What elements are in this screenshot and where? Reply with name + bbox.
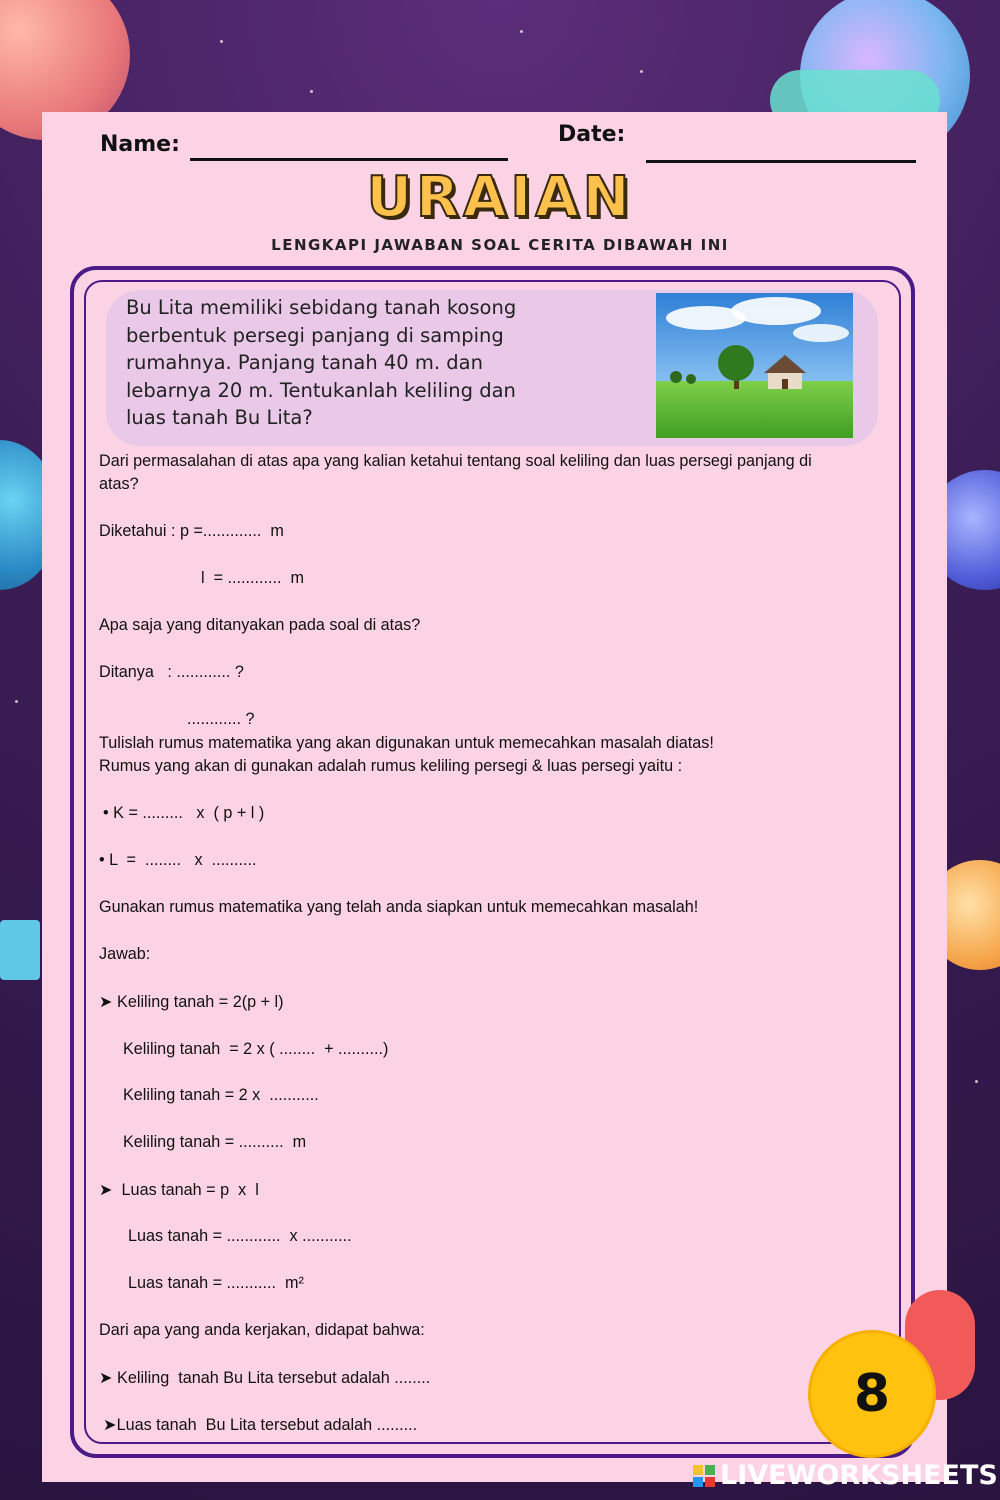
body-line: Gunakan rumus matematika yang telah anda siapkan untuk memecahkan masalah!	[99, 898, 699, 916]
body-line: Ditanya : ............ ?	[99, 663, 244, 681]
body-line: Keliling tanah = 2 x ...........	[123, 1086, 319, 1104]
body-line: Luas tanah = ........... m²	[128, 1274, 304, 1292]
date-label: Date:	[558, 122, 626, 147]
star-decoration	[310, 90, 313, 93]
liveworksheets-logo-icon	[693, 1465, 715, 1487]
body-line: Luas tanah = ............ x ...........	[128, 1227, 352, 1245]
name-label: Name:	[100, 132, 180, 157]
star-decoration	[975, 1080, 978, 1083]
story-line: luas tanah Bu Lita?	[126, 406, 313, 429]
story-line: Bu Lita memiliki sebidang tanah kosong	[126, 296, 517, 319]
body-line: Rumus yang akan di gunakan adalah rumus keliling persegi & luas persegi yaitu :	[99, 757, 683, 775]
star-decoration	[15, 700, 18, 703]
body-line: Jawab:	[99, 945, 151, 963]
body-line: • L = ........ x ..........	[99, 851, 257, 869]
body-line: atas?	[99, 475, 139, 493]
body-line: Dari permasalahan di atas apa yang kalian ketahui tentang soal keliling dan luas persegi panjang di	[99, 452, 812, 470]
star-decoration	[220, 40, 223, 43]
story-line: lebarnya 20 m. Tentukanlah keliling dan	[126, 378, 516, 402]
body-line: Keliling tanah = 2 x ( ........ + ..........)	[123, 1040, 389, 1058]
body-line: Apa saja yang ditanyakan pada soal di atas?	[99, 616, 421, 634]
body-line: Dari apa yang anda kerjakan, didapat bahwa:	[99, 1321, 425, 1339]
page-subtitle: LENGKAPI JAWABAN SOAL CERITA DIBAWAH INI	[271, 236, 729, 254]
page-number-badge: 8	[808, 1330, 936, 1458]
date-input-line[interactable]	[646, 160, 916, 163]
page-title: URAIAN	[366, 165, 634, 230]
footer-brand: LIVEWORKSHEETS	[720, 1460, 998, 1491]
body-line: • K = ......... x ( p + l )	[103, 804, 265, 822]
story-text	[126, 294, 566, 432]
name-input-line[interactable]	[190, 158, 508, 161]
body-line: ➤ Luas tanah = p x l	[99, 1181, 259, 1199]
body-line: Keliling tanah = .......... m	[123, 1133, 307, 1151]
body-line: ➤ Keliling tanah Bu Lita tersebut adalah ........	[99, 1369, 431, 1387]
satellite-icon	[0, 920, 40, 980]
story-line: berbentuk persegi panjang di samping	[126, 323, 504, 347]
body-line: Tulislah rumus matematika yang akan digunakan untuk memecahkan masalah diatas!	[99, 734, 714, 752]
body-line: ............ ?	[187, 710, 255, 728]
body-line: ➤ Keliling tanah = 2(p + l)	[99, 993, 284, 1011]
body-line: l = ............ m	[201, 569, 304, 587]
body-line: Diketahui : p =............. m	[99, 522, 284, 540]
story-line: rumahnya. Panjang tanah 40 m. dan	[126, 351, 483, 374]
star-decoration	[520, 30, 523, 33]
star-decoration	[640, 70, 643, 73]
house-field-image	[656, 293, 853, 438]
body-line: ➤Luas tanah Bu Lita tersebut adalah .........	[103, 1416, 418, 1434]
